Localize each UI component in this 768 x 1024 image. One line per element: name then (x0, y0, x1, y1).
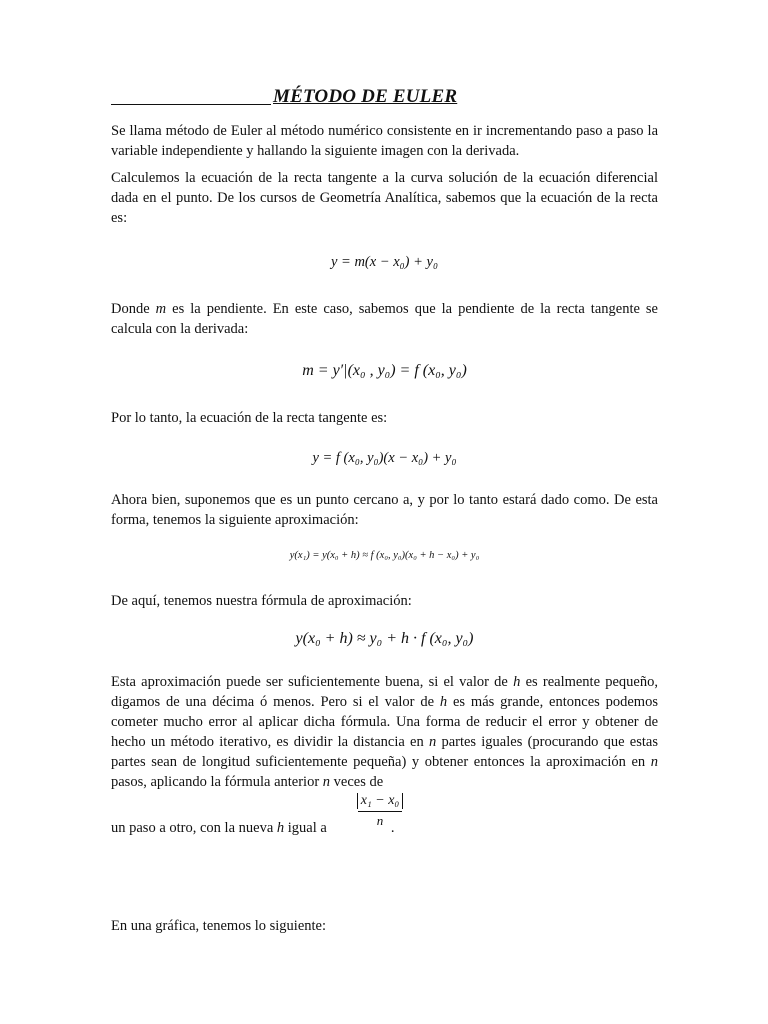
paragraph-formula-intro: De aquí, tenemos nuestra fórmula de aproximación: (111, 593, 412, 609)
equation-tangent (111, 450, 658, 467)
paragraph-step-part: es realmente pequeño, digamos de una décima ó menos. Pero si el valor de (111, 674, 658, 710)
paragraph-step-part: veces de (330, 774, 384, 790)
step-variable-n: n (322, 774, 331, 790)
fraction-numerator: x₁ − x₀ (357, 793, 404, 809)
step-variable-h: h (439, 694, 448, 710)
paragraph-step-part: es más grande, entonces podemos cometer mucho error al aplicar dicha fórmula. Una forma de reducir el error y obtener de hecho un método iterativo, es dividir la distancia en (111, 694, 658, 750)
paragraph-new-h-part: igual a (284, 820, 327, 836)
paragraph-intro: Se llama método de Euler al método numérico consistente en ir incrementando paso a paso la variable independiente y hallando la siguiente imagen con la derivada. (111, 123, 658, 159)
title-block (111, 86, 531, 110)
step-variable-n: n (650, 754, 658, 770)
equation-approximation (111, 550, 658, 561)
paragraph-graph-intro: En una gráfica, tenemos lo siguiente: (111, 918, 327, 934)
equation-approximation-text: y(x₁) = y(x₀ + h) ≈ f (x₀, y₀)(x₀ + h − x₀) + y₀ (289, 550, 480, 561)
paragraph-new-h-part: un paso a otro, con la nueva (111, 820, 277, 836)
page-title: MÉTODO DE EULER (273, 86, 458, 107)
step-variable-h: h (276, 820, 285, 836)
paragraph-new-h-part: . (390, 820, 395, 836)
equation-line-text: y = m(x − x₀) + y₀ (330, 254, 439, 270)
step-variable-h: h (513, 674, 521, 690)
equation-slope (111, 362, 658, 380)
paragraph-slope (111, 299, 658, 339)
equation-tangent-text: y = f (x₀, y₀)(x − x₀) + y₀ (312, 450, 457, 466)
paragraph-step-part: partes iguales (procurando que estas partes sean de longitud suficientemente pequeña) y obtener entonces la aproximación en (111, 734, 658, 770)
paragraph-slope-part: es la pendiente. En este caso, sabemos que la pendiente de la recta tangente se calcula con la derivada: (111, 301, 658, 337)
title-underline-rule (111, 104, 271, 105)
paragraph-new-h (111, 818, 658, 838)
equation-slope-text: m = y′|(x₀ , y₀) = f (x₀, y₀) (302, 362, 467, 379)
equation-euler-formula (111, 630, 658, 648)
equation-line (111, 254, 658, 271)
slope-variable: m (155, 301, 167, 317)
equation-euler-formula-text: y(x₀ + h) ≈ y₀ + h · f (x₀, y₀) (295, 630, 474, 647)
paragraph-tangent-equation: Por lo tanto, la ecuación de la recta tangente es: (111, 410, 388, 426)
paragraph-step-part: pasos, aplicando la fórmula anterior (111, 774, 323, 790)
paragraph-tangent-line: Calculemos la ecuación de la recta tangente a la curva solución de la ecuación diferencial dada en el punto. De los cursos de Geometría Analítica, sabemos que la ecuación de la recta es: (111, 170, 658, 226)
paragraph-approximation: Ahora bien, suponemos que es un punto cercano a, y por lo tanto estará dado como. De esta forma, tenemos la siguiente aproximación: (111, 492, 658, 528)
step-variable-n: n (428, 734, 437, 750)
fraction-denominator: n (376, 813, 384, 828)
paragraph-slope-part: Donde (111, 301, 156, 317)
paragraph-step-size (111, 672, 658, 792)
paragraph-step-part: Esta aproximación puede ser suficientemente buena, si el valor de (111, 674, 514, 690)
fraction-bar (358, 811, 402, 812)
